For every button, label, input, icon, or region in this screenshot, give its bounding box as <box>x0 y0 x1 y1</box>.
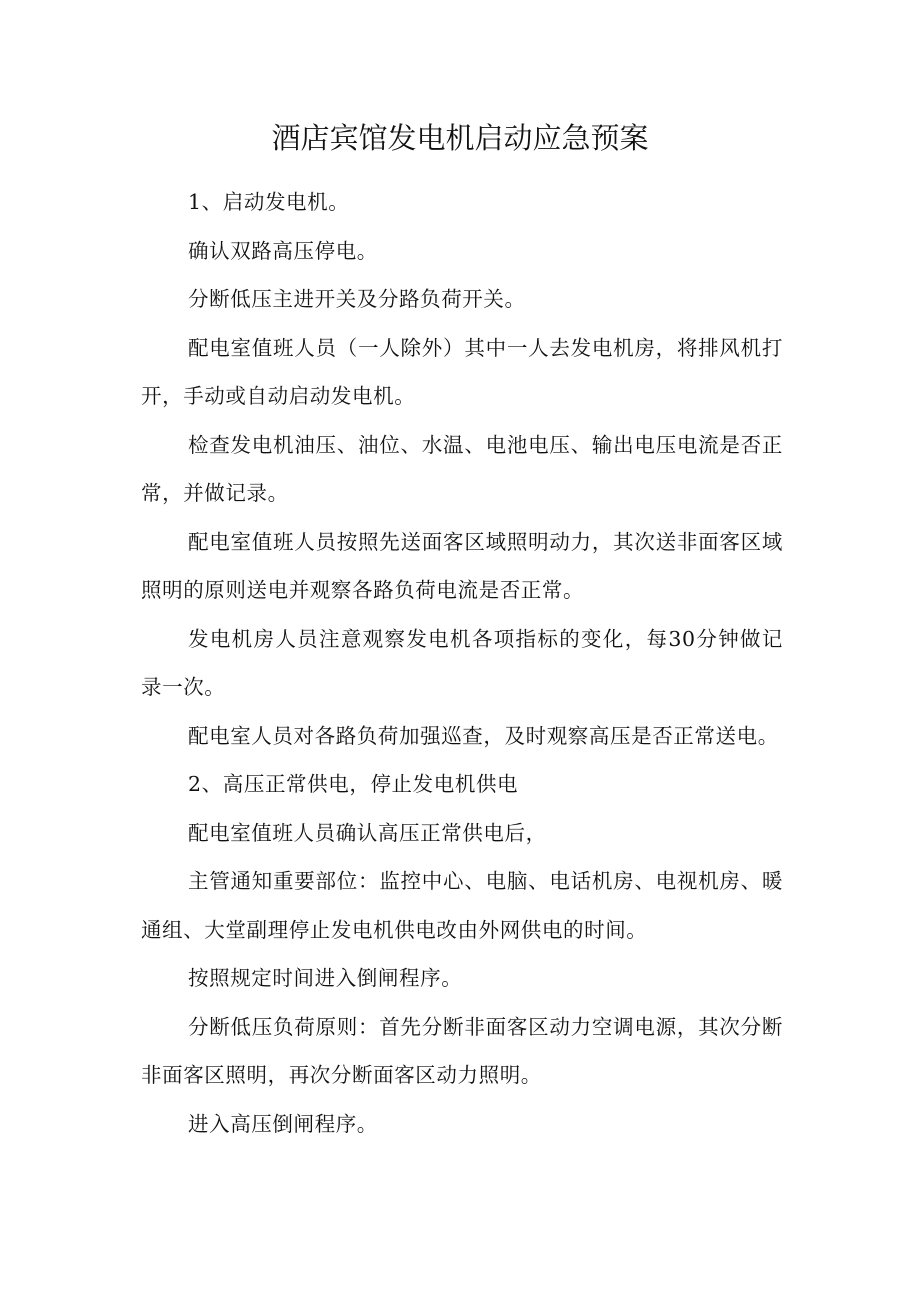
paragraph-go-to-generator-room: 配电室值班人员（一人除外）其中一人去发电机房，将排风机打开，手动或自动启动发电机。 <box>141 335 783 408</box>
paragraph-confirm-outage: 确认双路高压停电。 <box>188 238 378 263</box>
paragraph-notify-departments: 主管通知重要部位：监控中心、电脑、电话机房、电视机房、暖通组、大堂副理停止发电机供电改由外网供电的时间。 <box>141 869 783 942</box>
paragraph-start-generator-heading: 1、启动发电机。 <box>188 190 350 214</box>
document-body <box>141 178 783 1148</box>
paragraph-record-indicators: 发电机房人员注意观察发电机各项指标的变化，每30分钟做记录一次。 <box>141 626 783 699</box>
paragraph-switching-procedure: 按照规定时间进入倒闸程序。 <box>188 966 463 990</box>
paragraph-confirm-mains: 配电室值班人员确认高压正常供电后， <box>188 820 547 845</box>
paragraph-disconnect-principle: 分断低压负荷原则：首先分断非面客区动力空调电源，其次分断非面客区照明，再次分断面客区动力照明。 <box>141 1014 783 1087</box>
paragraph-inspect-loads: 配电室人员对各路负荷加强巡查，及时观察高压是否正常送电。 <box>188 723 779 748</box>
paragraph-disconnect-switches: 分断低压主进开关及分路负荷开关。 <box>188 287 526 311</box>
paragraph-power-supply-order: 配电室值班人员按照先送面客区域照明动力，其次送非面客区域照明的原则送电并观察各路负荷电流是否正常。 <box>141 529 783 602</box>
document-title: 酒店宾馆发电机启动应急预案 <box>271 121 649 155</box>
paragraph-check-generator: 检查发电机油压、油位、水温、电池电压、输出电压电流是否正常，并做记录。 <box>141 432 783 505</box>
paragraph-high-voltage-switching: 进入高压倒闸程序。 <box>188 1111 378 1136</box>
paragraph-restore-mains-heading: 2、高压正常供电，停止发电机供电 <box>188 772 519 796</box>
